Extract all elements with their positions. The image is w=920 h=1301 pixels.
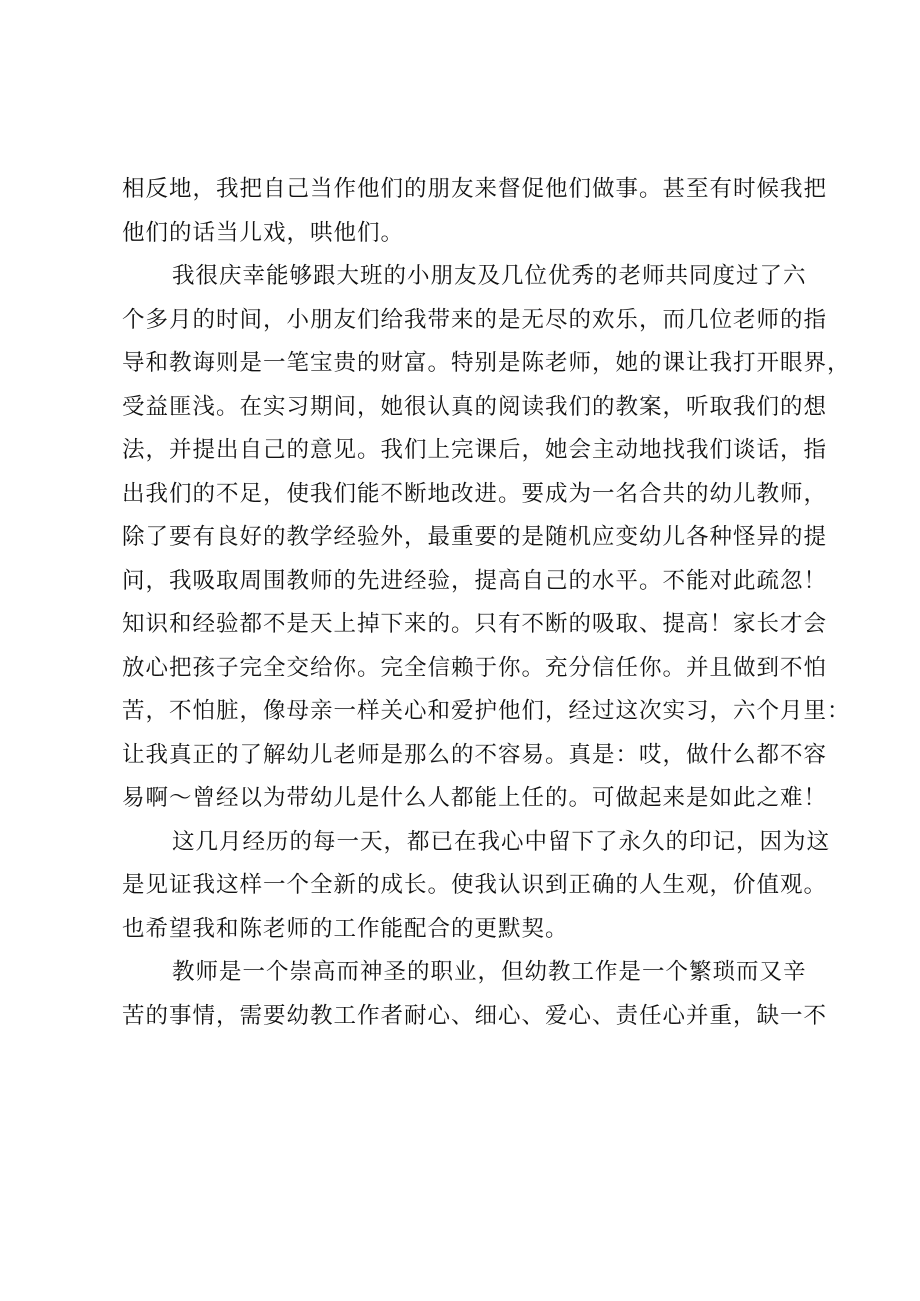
text-line: 也希望我和陈老师的工作能配合的更默契。 (122, 915, 569, 942)
paragraph-3 (122, 821, 831, 952)
text-line: 个多月的时间，小朋友们给我带来的是无尽的欢乐，而几位老师的指 (122, 306, 828, 333)
text-line: 让我真正的了解幼儿老师是那么的不容易。真是：哎，做什么都不容 (122, 741, 828, 768)
paragraph-1 (122, 168, 828, 255)
text-line: 受益匪浅。在实习期间，她很认真的阅读我们的教案，听取我们的想 (122, 393, 828, 420)
text-line: 易啊～曾经以为带幼儿是什么人都能上任的。可做起来是如此之难！ (122, 785, 828, 811)
text-line: 导和教诲则是一笔宝贵的财富。特别是陈老师，她的课让我打开眼界， (122, 350, 851, 376)
text-line: 这几月经历的每一天，都已在我心中留下了永久的印记，因为这 (172, 828, 831, 855)
text-line: 法，并提出自己的意见。我们上完课后，她会主动地找我们谈话，指 (122, 437, 828, 463)
paragraph-2 (122, 255, 851, 821)
text-line: 放心把孩子完全交给你。完全信赖于你。充分信任你。并且做到不怕 (122, 654, 828, 681)
text-line: 出我们的不足，使我们能不断地改进。要成为一名合共的幼儿教师， (122, 480, 828, 507)
text-line: 除了要有良好的教学经验外，最重要的是随机应变幼儿各种怪异的提 (122, 524, 828, 550)
paragraph-4 (122, 951, 828, 1038)
text-line: 问，我吸取周围教师的先进经验，提高自己的水平。不能对此疏忽！ (122, 567, 828, 594)
text-line: 苦的事情，需要幼教工作者耐心、细心、爱心、责任心并重，缺一不 (122, 1002, 828, 1029)
text-line: 相反地，我把自己当作他们的朋友来督促他们做事。甚至有时候我把 (122, 176, 828, 202)
text-line: 苦，不怕脏，像母亲一样关心和爱护他们，经过这次实习，六个月里： (122, 698, 851, 724)
text-line: 是见证我这样一个全新的成长。使我认识到正确的人生观，价值观。 (122, 872, 828, 898)
text-line: 我很庆幸能够跟大班的小朋友及几位优秀的老师共同度过了六 (172, 263, 807, 289)
document-body (122, 168, 851, 1038)
text-line: 知识和经验都不是天上掉下来的。只有不断的吸取、提高！家长才会 (122, 611, 828, 637)
text-line: 教师是一个崇高而神圣的职业，但幼教工作是一个繁琐而又辛 (172, 959, 807, 985)
text-line: 他们的话当儿戏，哄他们。 (122, 219, 405, 246)
